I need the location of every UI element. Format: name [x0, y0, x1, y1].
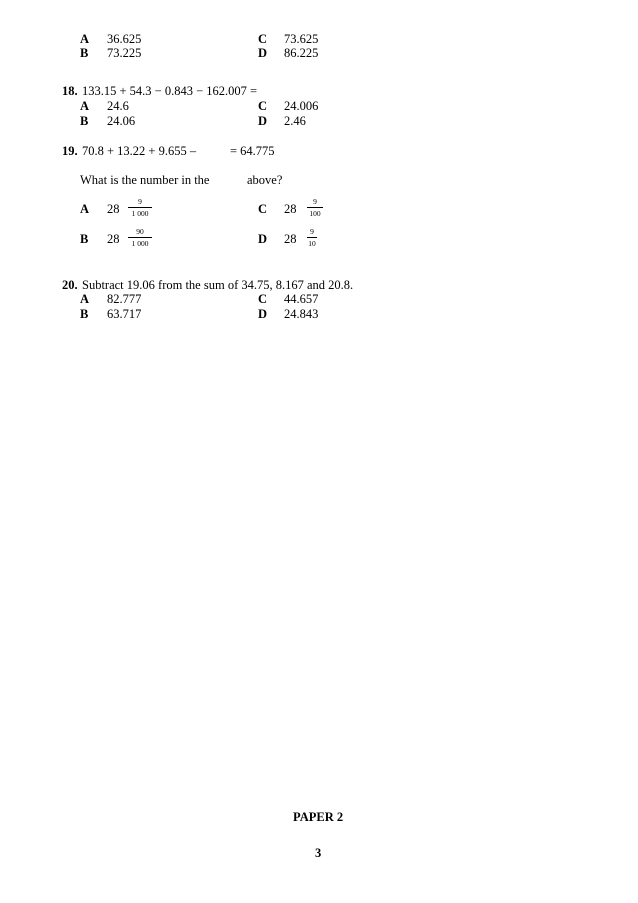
q19-option-c-denominator: 100 — [309, 209, 321, 218]
page-number: 3 — [315, 846, 322, 860]
q17-option-c-letter: C — [258, 32, 268, 46]
q20-option-d-letter: D — [258, 307, 268, 321]
q19-question-left: What is the number in the — [80, 173, 210, 187]
q19-option-d-numerator: 9 — [307, 227, 317, 238]
q19-option-c-letter: C — [258, 202, 268, 216]
q18-option-d-value: 2.46 — [284, 114, 306, 128]
q18-number: 18. — [62, 84, 78, 98]
q19-option-a-letter: A — [80, 202, 90, 216]
q20-option-c-letter: C — [258, 292, 268, 306]
q19-question-right: above? — [247, 173, 283, 187]
q19-option-a-numerator: 9 — [128, 197, 152, 208]
q19-option-b-numerator: 90 — [128, 227, 152, 238]
q19-option-c-numerator: 9 — [307, 197, 323, 208]
q19-option-d-denominator: 10 — [308, 239, 316, 248]
q20-option-a-letter: A — [80, 292, 90, 306]
q19-option-d-whole: 28 — [284, 232, 297, 246]
q17-option-d-letter: D — [258, 46, 268, 60]
q17-option-a-value: 36.625 — [107, 32, 142, 46]
q18-option-c-value: 24.006 — [284, 99, 319, 113]
q19-number: 19. — [62, 144, 78, 158]
q20-option-b-letter: B — [80, 307, 89, 321]
q18-text: 133.15 + 54.3 − 0.843 − 162.007 = — [82, 84, 258, 98]
q19-option-a-whole: 28 — [107, 202, 120, 216]
q20-text: Subtract 19.06 from the sum of 34.75, 8.167 and 20.8. — [82, 278, 354, 292]
q20-number: 20. — [62, 278, 78, 292]
q19-option-c-fraction — [307, 197, 323, 218]
q18-option-b-value: 24.06 — [107, 114, 136, 128]
q18-option-c-letter: C — [258, 99, 268, 113]
q19-option-b-denominator: 1 000 — [131, 239, 149, 248]
q19-option-a-fraction — [128, 197, 152, 218]
q17-option-c-value: 73.625 — [284, 32, 319, 46]
q17-option-b-letter: B — [80, 46, 89, 60]
q19-expression-right: = 64.775 — [230, 144, 275, 158]
paper-label: PAPER 2 — [293, 810, 344, 824]
q19-option-a-denominator: 1 000 — [131, 209, 149, 218]
q20-option-b-value: 63.717 — [107, 307, 142, 321]
q17-option-a-letter: A — [80, 32, 90, 46]
q19-option-b-letter: B — [80, 232, 89, 246]
q18-option-b-letter: B — [80, 114, 89, 128]
q18-option-a-value: 24.6 — [107, 99, 129, 113]
q18-option-d-letter: D — [258, 114, 268, 128]
q20-option-d-value: 24.843 — [284, 307, 319, 321]
q19-option-d-fraction — [307, 227, 317, 248]
q19-option-b-fraction — [128, 227, 152, 248]
q19-expression-left: 70.8 + 13.22 + 9.655 – — [82, 144, 197, 158]
q19-option-c-whole: 28 — [284, 202, 297, 216]
q18-option-a-letter: A — [80, 99, 90, 113]
q19-option-d-letter: D — [258, 232, 268, 246]
q19-option-b-whole: 28 — [107, 232, 120, 246]
q17-option-b-value: 73.225 — [107, 46, 142, 60]
q20-option-a-value: 82.777 — [107, 292, 142, 306]
q17-option-d-value: 86.225 — [284, 46, 319, 60]
q20-option-c-value: 44.657 — [284, 292, 319, 306]
